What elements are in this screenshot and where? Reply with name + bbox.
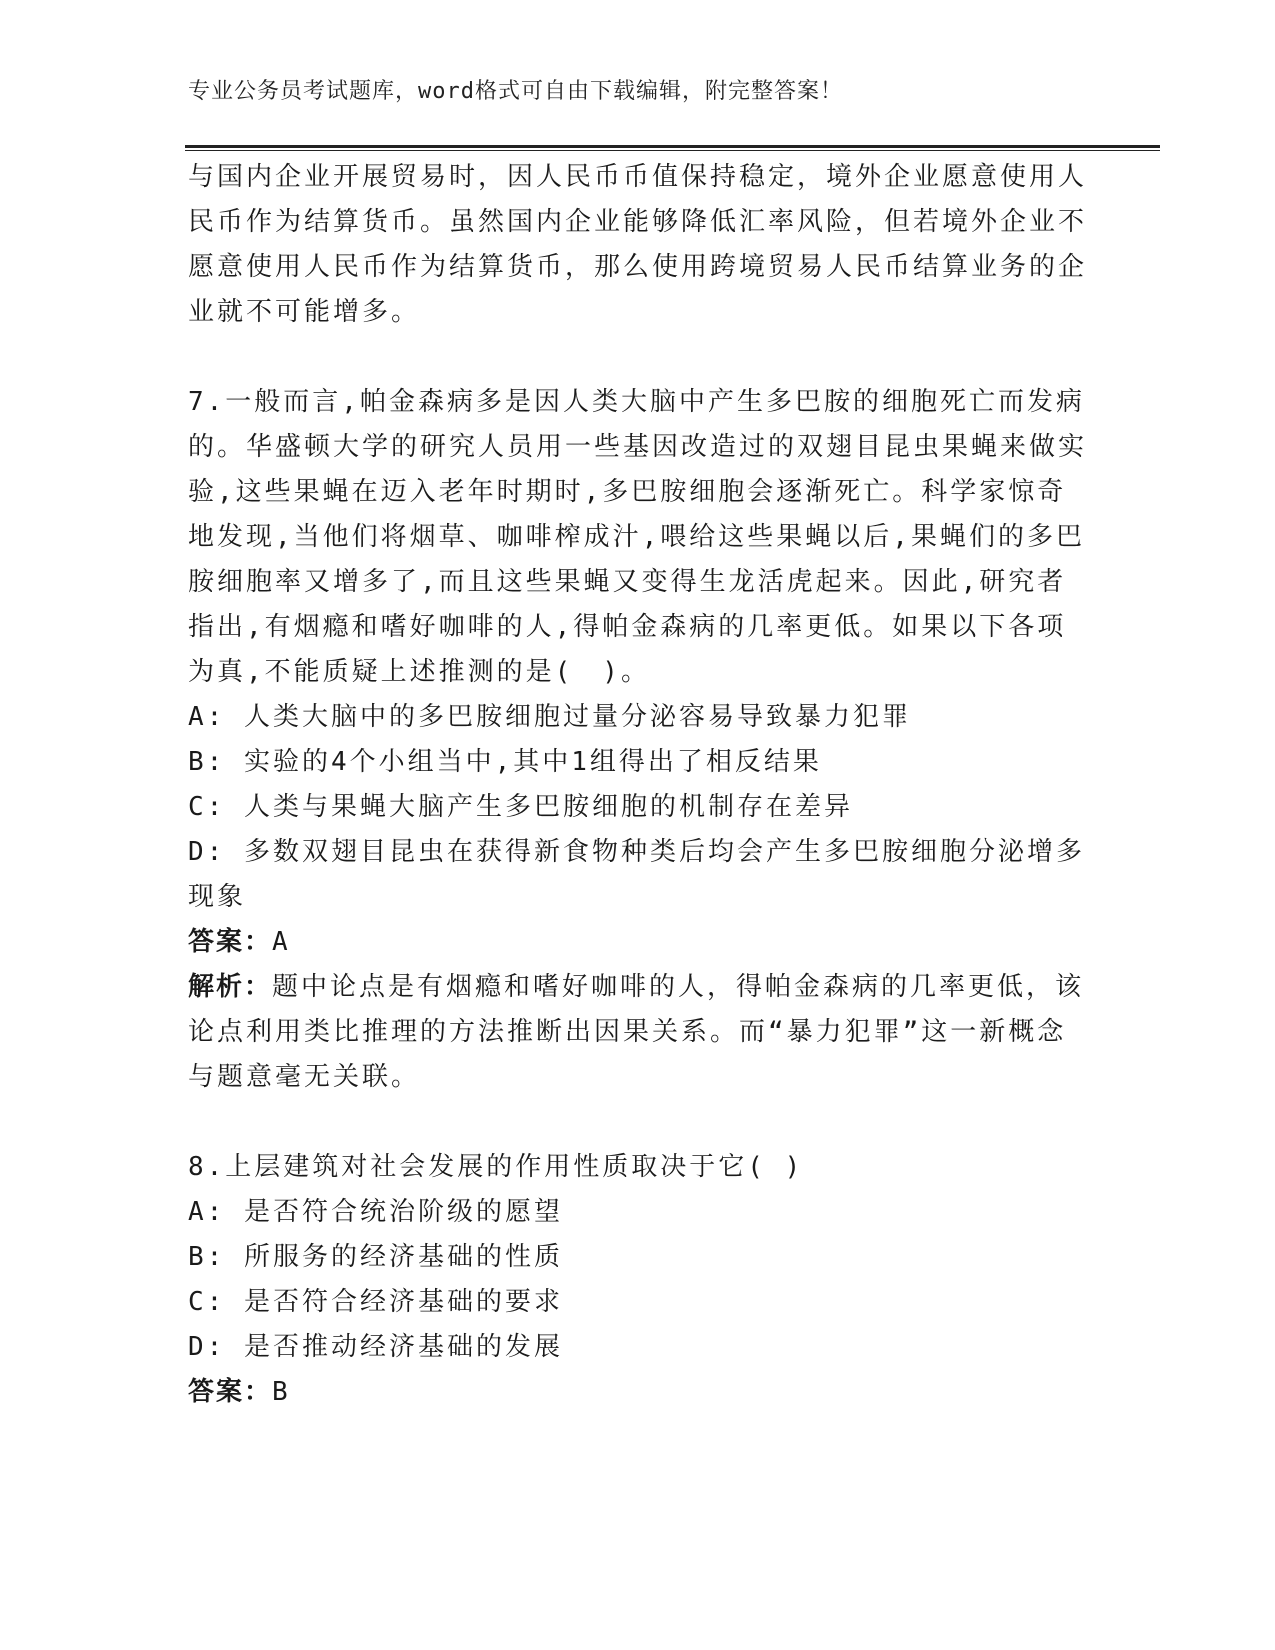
document-body xyxy=(188,155,1088,1415)
q7-stem: 7.一般而言,帕金森病多是因人类大脑中产生多巴胺的细胞死亡而发病的。华盛顿大学的研究人员用一些基因改造过的双翅目昆虫果蝇来做实验,这些果蝇在迈入老年时期时,多巴胺细胞会逐渐死亡。科学家惊奇地发现,当他们将烟草、咖啡榨成汁,喂给这些果蝇以后,果蝇们的多巴胺细胞率又增多了,而且这些果蝇又变得生龙活虎起来。因此,研究者指出,有烟瘾和嗜好咖啡的人,得帕金森病的几率更低。如果以下各项为真,不能质疑上述推测的是( )。 xyxy=(188,387,1088,687)
q7-analysis-label: 解析： xyxy=(188,972,273,1002)
q7-analysis-text: 题中论点是有烟瘾和嗜好咖啡的人，得帕金森病的几率更低，该论点利用类比推理的方法推断出因果关系。而“暴力犯罪”这一新概念与题意毫无关联。 xyxy=(188,972,1085,1092)
q7-analysis xyxy=(188,965,1088,1100)
q8-answer xyxy=(188,1370,1088,1415)
q8-answer-value: B xyxy=(272,1377,291,1407)
q8-option-a: A: 是否符合统治阶级的愿望 xyxy=(188,1197,563,1227)
q7-option-d: D: 多数双翅目昆虫在获得新食物种类后均会产生多巴胺细胞分泌增多现象 xyxy=(188,837,1085,912)
spacer xyxy=(188,335,1088,380)
intro-paragraph: 与国内企业开展贸易时，因人民币币值保持稳定，境外企业愿意使用人民币作为结算货币。虽然国内企业能够降低汇率风险，但若境外企业不愿意使用人民币作为结算货币，那么使用跨境贸易人民币结算业务的企业就不可能增多。 xyxy=(188,162,1088,327)
q7-option-a: A: 人类大脑中的多巴胺细胞过量分泌容易导致暴力犯罪 xyxy=(188,702,911,732)
q7-answer xyxy=(188,920,1088,965)
header-rule-thin xyxy=(185,150,1160,151)
q8-answer-label: 答案： xyxy=(188,1377,273,1407)
q7-answer-value: A xyxy=(272,927,291,957)
q8-option-b: B: 所服务的经济基础的性质 xyxy=(188,1242,563,1272)
q8-option-d: D: 是否推动经济基础的发展 xyxy=(188,1332,563,1362)
q7-option-b: B: 实验的4个小组当中,其中1组得出了相反结果 xyxy=(188,747,822,777)
q8-option-c: C: 是否符合经济基础的要求 xyxy=(188,1287,563,1317)
page-header: 专业公务员考试题库，word格式可自由下载编辑，附完整答案！ xyxy=(188,79,843,104)
q7-answer-label: 答案： xyxy=(188,927,273,957)
spacer xyxy=(188,1100,1088,1145)
q7-option-c: C: 人类与果蝇大脑产生多巴胺细胞的机制存在差异 xyxy=(188,792,853,822)
header-rule-thick xyxy=(185,145,1160,148)
q8-stem: 8.上层建筑对社会发展的作用性质取决于它( ) xyxy=(188,1152,804,1182)
